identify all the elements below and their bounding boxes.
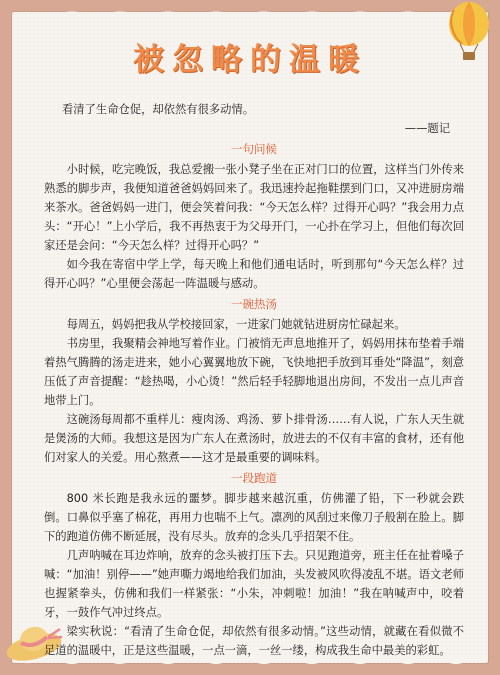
paragraph: 几声呐喊在耳边炸响，放弃的念头被打压下去。只见跑道旁，班主任在扯着嗓子喊：“加油！别停——”她声嘶力竭地给我们加油，头发被风吹得凌乱不堪。语文老师也握紧拳头，仿佛和我们一样紧张：“小朱，冲刺啦！加油！”我在呐喊声中，咬着牙，一鼓作气冲过终点。 [44, 549, 464, 619]
paragraph: 这碗汤每周都不重样儿：瘦肉汤、鸡汤、萝卜排骨汤……有人说，广东人天生就是煲汤的大师。我想这是因为广东人在煮汤时，放进去的不仅有丰富的食材，还有他们对家人的关爱。用心熬煮——这才是最重要的调味料。 [44, 413, 464, 464]
paragraph: 如今我在寄宿中学上学，每天晚上和他们通电话时，听到那句“今天怎么样？过得开心吗？”心里便会荡起一阵温暖与感动。 [44, 258, 464, 290]
paragraph: 800 米长跑是我永远的噩梦。脚步越来越沉重，仿佛灌了铅，下一秒就会跌倒。口鼻似乎塞了棉花，再用力也喘不上气。凛冽的风刮过来像刀子般割在脸上。脚下的跑道仿佛不断延展，没有尽头。放弃的念头几乎招架不住。 [44, 492, 464, 543]
paragraph: 每周五，妈妈把我从学校接回家，一进家门她就钻进厨房忙碌起来。 [66, 318, 406, 331]
page-title: 被忽略的温暖 [133, 42, 367, 78]
paragraph: 梁实秋说：“看清了生命仓促，却依然有很多动情。”这些动情，就藏在看似微不足道的温暖中，正是这些温暖，一点一滴，一丝一缕，构成我生命中最美的彩虹。 [44, 625, 464, 657]
section-track [44, 469, 464, 660]
epigraph-signature: ——题记 [404, 122, 450, 135]
paragraph: 书房里，我聚精会神地写着作业。门被悄无声息地推开了，妈妈用抹布垫着手端着热气腾腾的汤走进来，她小心翼翼地放下碗，飞快地把手放到耳垂处“降温”，刻意压低了声音提醒：“趁热喝，小心烫！”然后轻手轻脚地退出房间，不发出一点儿声音地带上门。 [44, 337, 464, 407]
paragraph: 小时候，吃完晚饭，我总爱搬一张小凳子坐在正对门口的位置，这样当门外传来熟悉的脚步声，我便知道爸爸妈妈回来了。我迅速拎起拖鞋摆到门口，又冲进厨房端来茶水。爸爸妈妈一进门，便会笑着问我：“今天怎么样？过得开心吗？”我会用力点头：“开心！”上小学后，我不再热衷于为父母开门，一心扑在学习上，但他们每次回家还是会问：“今天怎么样？过得开心吗？” [44, 163, 464, 252]
section-greeting [44, 140, 464, 293]
section-soup [44, 295, 464, 467]
section-heading: 一碗热汤 [231, 297, 277, 311]
section-heading: 一段跑道 [231, 471, 277, 485]
epigraph: 看清了生命仓促，却依然有很多动情。 [62, 103, 255, 116]
section-heading: 一句问候 [231, 142, 277, 156]
essay-body [44, 100, 464, 660]
